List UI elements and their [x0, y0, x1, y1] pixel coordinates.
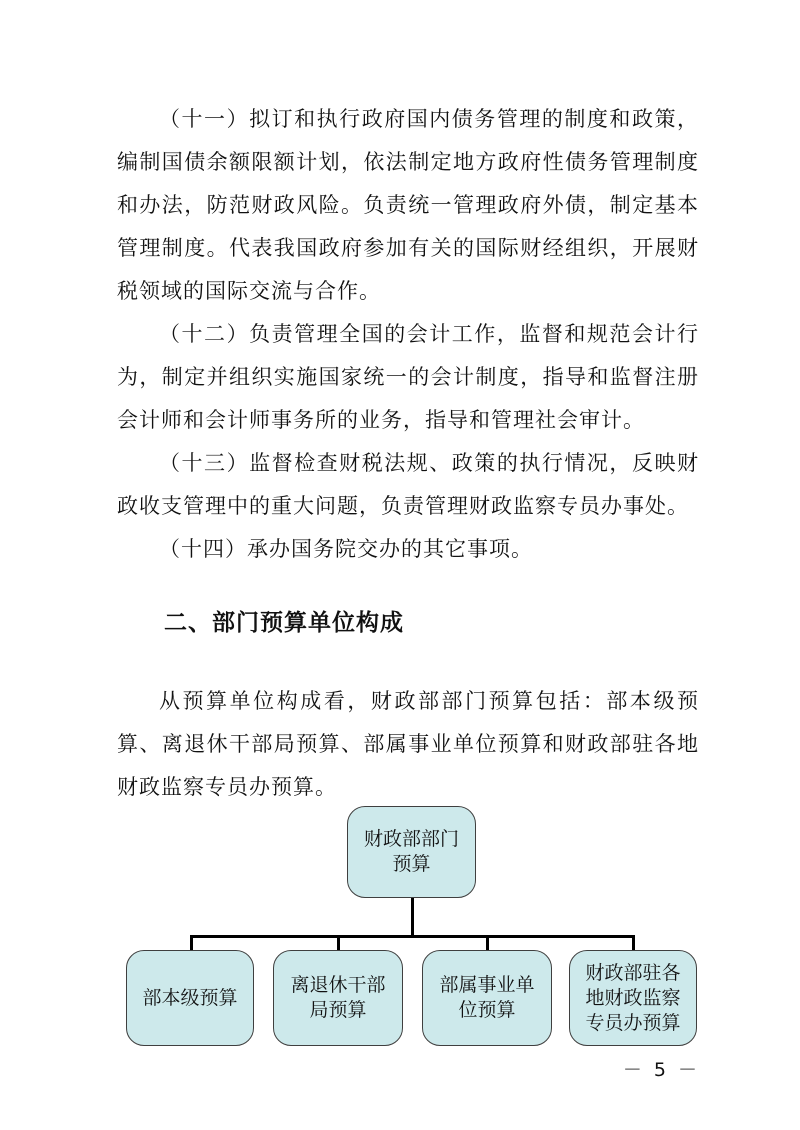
section-intro-paragraph: 从预算单位构成看，财政部部门预算包括：部本级预算、离退休干部局预算、部属事业单位预算和财政部驻各地财政监察专员办预算。: [117, 689, 699, 799]
org-child-box: 部本级预算: [126, 950, 254, 1046]
paragraph-item-13: （十三）监督检查财税法规、政策的执行情况，反映财政收支管理中的重大问题，负责管理财政监察专员办事处。: [117, 451, 699, 518]
org-connector-horizontal: [190, 935, 635, 938]
org-connector-vertical: [411, 898, 414, 936]
org-connector-drop-2: [337, 935, 340, 950]
org-child-box: 部属事业单位预算: [422, 950, 552, 1046]
org-connector-drop-3: [486, 935, 489, 950]
paragraph-item-12: （十二）负责管理全国的会计工作，监督和规范会计行为，制定并组织实施国家统一的会计制度，指导和监督注册会计师和会计师事务所的业务，指导和管理社会审计。: [117, 322, 699, 432]
org-child-box: 离退休干部局预算: [273, 950, 403, 1046]
section-heading: 二、部门预算单位构成: [164, 610, 404, 636]
paragraph-item-14: （十四）承办国务院交办的其它事项。: [159, 537, 533, 561]
org-connector-drop-1: [190, 935, 193, 950]
org-child-box: 财政部驻各地财政监察专员办预算: [569, 950, 697, 1046]
page-number: － 5 －: [622, 1059, 700, 1081]
paragraph-item-11: （十一）拟订和执行政府国内债务管理的制度和政策，编制国债余额限额计划，依法制定地方政府性债务管理制度和办法，防范财政风险。负责统一管理政府外债，制定基本管理制度。代表我国政府参加有关的国际财经组织，开展财税领域的国际交流与合作。: [117, 107, 699, 303]
org-root-box: 财政部部门预算: [347, 806, 476, 898]
org-connector-drop-4: [632, 935, 635, 950]
